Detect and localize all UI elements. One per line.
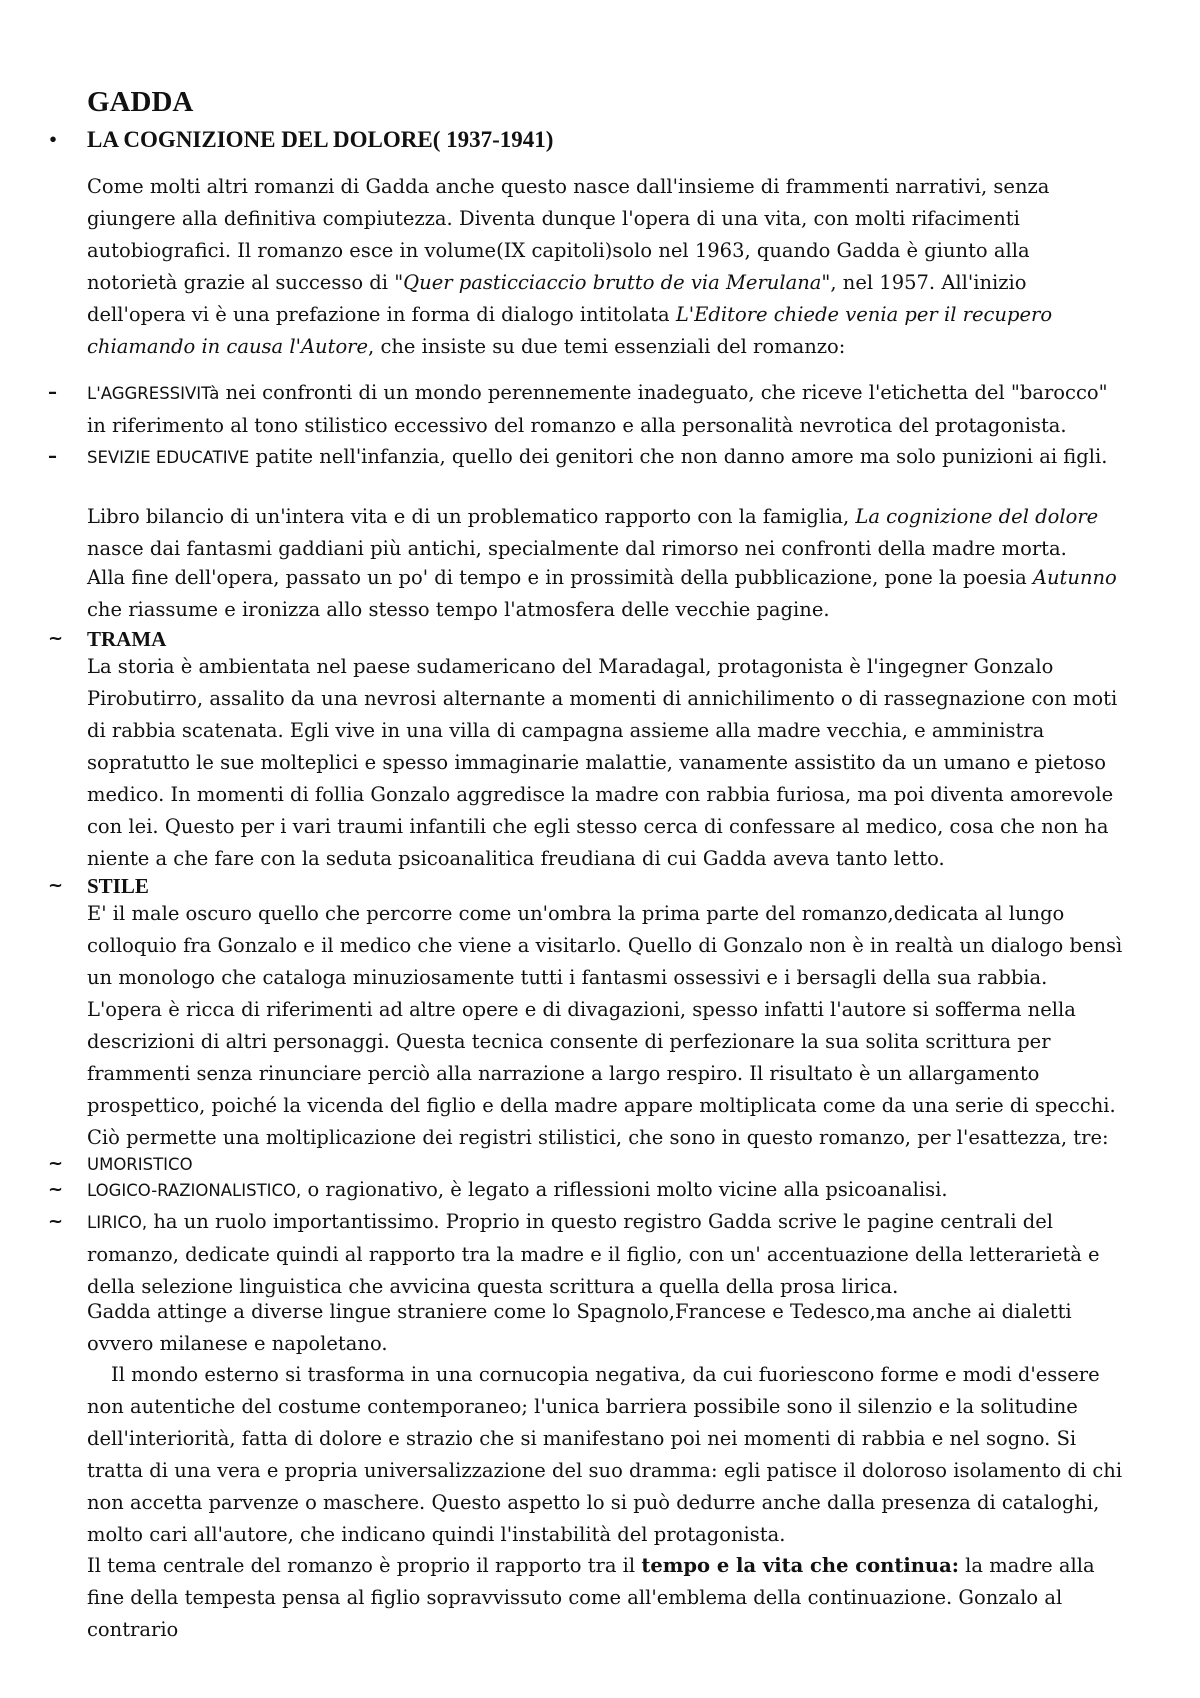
theme-text: nei confronti di un mondo perennemente inadeguato, che riceve l'etichetta del "barocco" in riferimento al tono stilistico eccessivo del romanzo e alla personalità nevrotica del protagonista. (87, 381, 1108, 437)
fine-text-a: Alla fine dell'opera, passato un po' di tempo e in prossimità della pubblicazione, pone la poesia (87, 566, 1033, 589)
libro-book-title: La cognizione del dolore (855, 505, 1099, 528)
registro-item (87, 1206, 1125, 1303)
intro-text-a: Come molti altri romanzi di Gadda anche questo nasce dall'insieme di frammenti narrativi, senza giungere alla definitiva compiutezza. Diventa dunque l'opera di una vita, con molti rifacimenti autobiografici. Il romanzo esce in volume(IX capitoli)solo nel 1963, quando Gadda è giunto alla notorietà grazie al successo di " (87, 175, 1050, 294)
stile-paragraph: E' il male oscuro quello che percorre come un'ombra la prima parte del romanzo,dedicata al lungo colloquio fra Gonzalo e il medico che viene a visitarlo. Quello di Gonzalo non è in realtà un dialogo bensì un monologo che cataloga minuziosamente tutti i fantasmi ossessivi e i bersagli della sua rabbia. L'opera è ricca di riferimenti ad altre opere e di divagazioni, spesso infatti l'autore si sofferma nella descrizioni di altri personaggi. Questa tecnica consente di perfezionare la sua solita scrittura per frammenti senza rinunciare perciò alla narrazione a largo respiro. Il risultato è un allargamento prospettico, poiché la vicenda del figlio e della madre appare moltiplicata come da una serie di specchi. Ciò permette una moltiplicazione dei registri stilistici, che sono in questo romanzo, per l'esattezza, tre: (87, 902, 1123, 1149)
intro-text-c: , che insiste su due temi essenziali del romanzo: (368, 335, 846, 358)
libro-paragraph (87, 501, 1125, 565)
stile-heading: STILE (87, 874, 149, 898)
theme-item (87, 441, 1125, 474)
tema-paragraph (87, 1550, 1125, 1646)
registro-label: LIRICO, (87, 1213, 148, 1232)
theme-item (87, 377, 1125, 442)
registro-text: o ragionativo, è legato a riflessioni molto vicine alla psicoanalisi. (301, 1178, 948, 1201)
intro-text-b: ", nel 1957. All'inizio dell'opera vi è una prefazione in forma di dialogo intitolata (87, 271, 1027, 326)
intro-preface-title: L'Editore chiede venia per il recupero chiamando in causa l'Autore (87, 303, 1053, 358)
tema-text-b: la madre alla fine della tempesta pensa al figlio sopravvissuto come all'emblema della continuazione. Gonzalo al contrario (87, 1554, 1095, 1641)
lingue-paragraph: Gadda attinge a diverse lingue straniere come lo Spagnolo,Francese e Tedesco,ma anche ai dialetti ovvero milanese e napoletano. (87, 1300, 1072, 1355)
mondo-paragraph: Il mondo esterno si trasforma in una cornucopia negativa, da cui fuoriescono forme e modi d'essere non autentiche del costume contemporaneo; l'unica barriera possibile sono il silenzio e la solitudine dell'interiorità, fatta di dolore e strazio che si manifestano poi nei momenti di rabbia e nel sogno. Si tratta di una vera e propria universalizzazione del suo dramma: egli patisce il doloroso isolamento di chi non accetta parvenze o maschere. Questo aspetto lo si può dedurre anche dalla presenza di cataloghi, molto cari all'autore, che indicano quindi l'instabilità del protagonista. (87, 1363, 1123, 1546)
tilde-marker: ~ (48, 1179, 64, 1200)
fine-paragraph (87, 562, 1125, 626)
libro-text-b: nasce dai fantasmi gaddiani più antichi, specialmente dal rimorso nei confronti della madre morta. (87, 537, 1067, 560)
document-title: GADDA (87, 86, 194, 118)
section-title: LA COGNIZIONE DEL DOLORE( 1937-1941) (87, 127, 554, 152)
fine-text-b: che riassume e ironizza allo stesso tempo l'atmosfera delle vecchie pagine. (87, 598, 830, 621)
bullet-icon: • (49, 127, 58, 152)
libro-text-a: Libro bilancio di un'intera vita e di un problematico rapporto con la famiglia, (87, 505, 856, 528)
theme-label: L'AGGRESSIVITà (87, 384, 220, 403)
registro-label: LOGICO-RAZIONALISTICO, (87, 1181, 302, 1200)
poem-title: Autunno (1032, 566, 1117, 589)
dash-marker: – (48, 446, 57, 467)
tilde-marker: ~ (48, 875, 64, 896)
theme-text: patite nell'infanzia, quello dei genitori che non danno amore ma solo punizioni ai figli. (249, 445, 1108, 468)
tilde-marker: ~ (48, 1211, 64, 1232)
registro-label: UMORISTICO (87, 1155, 193, 1174)
intro-book-title: Quer pasticciaccio brutto de via Merulana (403, 271, 822, 294)
registro-item (87, 1174, 1125, 1207)
dash-marker: – (48, 382, 57, 403)
intro-paragraph (87, 171, 1125, 363)
tema-text-a: Il tema centrale del romanzo è proprio il rapporto tra il (87, 1554, 642, 1577)
tema-bold-phrase: tempo e la vita che continua: (641, 1554, 959, 1577)
registro-text: ha un ruolo importantissimo. Proprio in questo registro Gadda scrive le pagine centrali del romanzo, dedicate quindi al rapporto tra la madre e il figlio, con un' accentuazione della letterarietà e della selezione linguistica che avvicina questa scrittura a quella della prosa lirica. (87, 1210, 1100, 1298)
theme-label: SEVIZIE EDUCATIVE (87, 448, 250, 467)
tilde-marker: ~ (48, 1153, 64, 1174)
tilde-marker: ~ (48, 628, 64, 649)
trama-paragraph: La storia è ambientata nel paese sudamericano del Maradagal, protagonista è l'ingegner Gonzalo Pirobutirro, assalito da una nevrosi alternante a momenti di annichilimento o di rassegnazione con moti di rabbia scatenata. Egli vive in una villa di campagna assieme alla madre vecchia, e amministra sopratutto le sue molteplici e spesso immaginarie malattie, vanamente assistito da un umano e pietoso medico. In momenti di follia Gonzalo aggredisce la madre con rabbia furiosa, ma poi diventa amorevole con lei. Questo per i vari traumi infantili che egli stesso cerca di confessare al medico, cosa che non ha niente a che fare con la seduta psicoanalitica freudiana di cui Gadda aveva tanto letto. (87, 655, 1118, 870)
trama-heading: TRAMA (87, 627, 167, 651)
